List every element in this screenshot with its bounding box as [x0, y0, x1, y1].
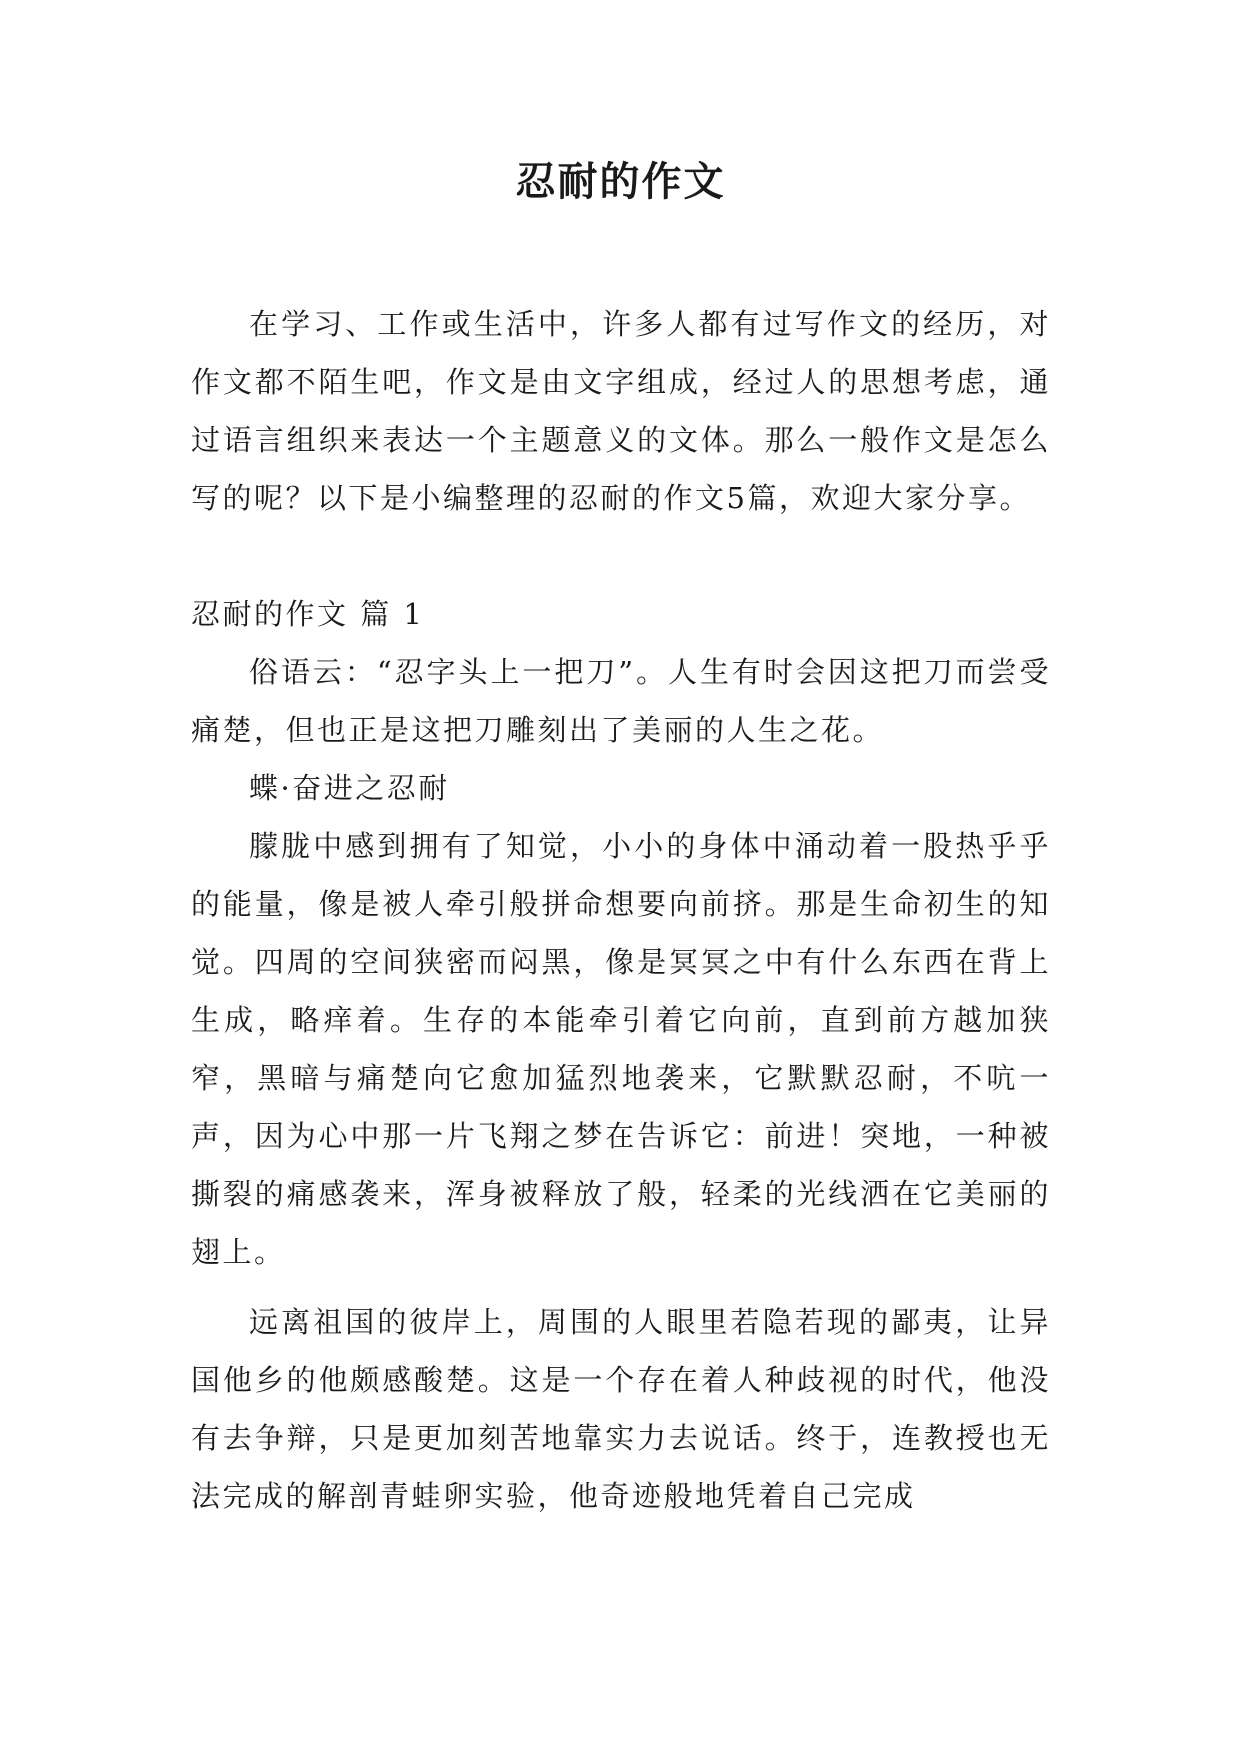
document-title: 忍耐的作文	[515, 158, 726, 205]
body-paragraph: 远离祖国的彼岸上，周围的人眼里若隐若现的鄙夷，让异国他乡的他颇感酸楚。这是一个存在着人种歧视的时代，他没有去争辩，只是更加刻苦地靠实力去说话。终于，连教授也无法完成的解剖青蛙卵实验，他奇迹般地凭着自己完成	[191, 1305, 1051, 1513]
section-heading: 忍耐的作文 篇 1	[191, 597, 425, 631]
body-paragraph: 朦胧中感到拥有了知觉，小小的身体中涌动着一股热乎乎的能量，像是被人牵引般拼命想要向前挤。那是生命初生的知觉。四周的空间狭密而闷黑，像是冥冥之中有什么东西在背上生成，略痒着。生存的本能牵引着它向前，直到前方越加狭窄，黑暗与痛楚向它愈加猛烈地袭来，它默默忍耐，不吭一声，因为心中那一片飞翔之梦在告诉它：前进！突地，一种被撕裂的痛感袭来，浑身被释放了般，轻柔的光线洒在它美丽的翅上。	[191, 829, 1051, 1269]
document-body	[191, 295, 1051, 1525]
subheading-paragraph: 蝶·奋进之忍耐	[249, 771, 450, 805]
body-paragraph: 俗语云：“忍字头上一把刀”。人生有时会因这把刀而尝受痛楚，但也正是这把刀雕刻出了美丽的人生之花。	[191, 655, 1051, 747]
intro-paragraph: 在学习、工作或生活中，许多人都有过写作文的经历，对作文都不陌生吧，作文是由文字组成，经过人的思想考虑，通过语言组织来表达一个主题意义的文体。那么一般作文是怎么写的呢？以下是小编整理的忍耐的作文5篇，欢迎大家分享。	[191, 307, 1051, 515]
